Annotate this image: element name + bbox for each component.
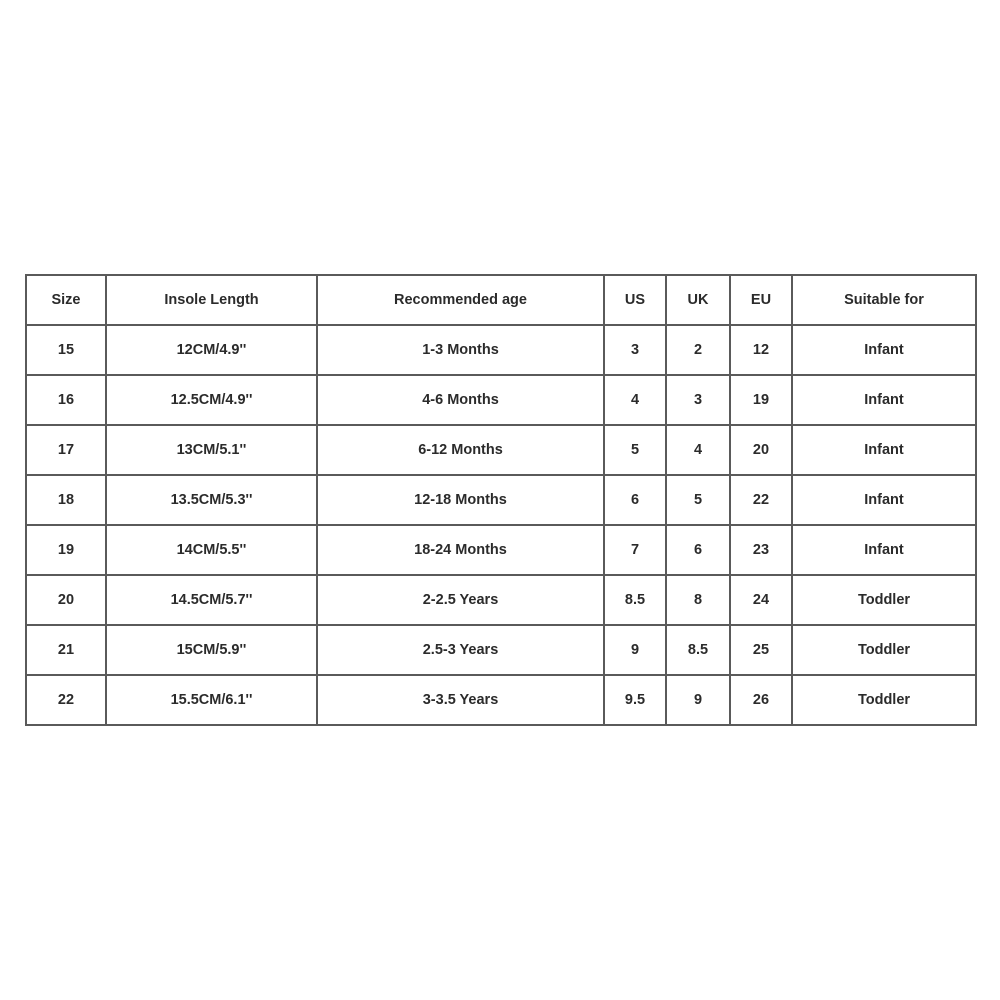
cell-size: 18 xyxy=(26,475,106,525)
cell-eu: 23 xyxy=(730,525,792,575)
cell-eu: 26 xyxy=(730,675,792,725)
cell-recommended-age: 4-6 Months xyxy=(317,375,604,425)
table-row xyxy=(26,625,976,675)
cell-uk: 6 xyxy=(666,525,730,575)
cell-uk: 3 xyxy=(666,375,730,425)
cell-size: 19 xyxy=(26,525,106,575)
cell-size: 15 xyxy=(26,325,106,375)
cell-insole-length: 15CM/5.9'' xyxy=(106,625,317,675)
cell-suitable-for: Infant xyxy=(792,525,976,575)
cell-eu: 20 xyxy=(730,425,792,475)
table-row xyxy=(26,675,976,725)
cell-eu: 24 xyxy=(730,575,792,625)
cell-uk: 4 xyxy=(666,425,730,475)
cell-uk: 5 xyxy=(666,475,730,525)
header-insole-length: Insole Length xyxy=(106,275,317,325)
table-row xyxy=(26,525,976,575)
cell-suitable-for: Toddler xyxy=(792,675,976,725)
cell-eu: 19 xyxy=(730,375,792,425)
cell-insole-length: 13CM/5.1'' xyxy=(106,425,317,475)
cell-insole-length: 12.5CM/4.9'' xyxy=(106,375,317,425)
cell-size: 22 xyxy=(26,675,106,725)
table-row xyxy=(26,375,976,425)
cell-us: 7 xyxy=(604,525,666,575)
table-row xyxy=(26,475,976,525)
cell-uk: 8.5 xyxy=(666,625,730,675)
cell-us: 8.5 xyxy=(604,575,666,625)
cell-recommended-age: 1-3 Months xyxy=(317,325,604,375)
cell-suitable-for: Infant xyxy=(792,425,976,475)
header-size: Size xyxy=(26,275,106,325)
cell-recommended-age: 6-12 Months xyxy=(317,425,604,475)
cell-recommended-age: 3-3.5 Years xyxy=(317,675,604,725)
cell-us: 9 xyxy=(604,625,666,675)
cell-eu: 25 xyxy=(730,625,792,675)
cell-suitable-for: Infant xyxy=(792,375,976,425)
header-uk: UK xyxy=(666,275,730,325)
cell-us: 4 xyxy=(604,375,666,425)
table-row xyxy=(26,425,976,475)
cell-insole-length: 14CM/5.5'' xyxy=(106,525,317,575)
cell-us: 3 xyxy=(604,325,666,375)
cell-suitable-for: Infant xyxy=(792,475,976,525)
cell-suitable-for: Infant xyxy=(792,325,976,375)
cell-insole-length: 14.5CM/5.7'' xyxy=(106,575,317,625)
cell-uk: 9 xyxy=(666,675,730,725)
cell-size: 21 xyxy=(26,625,106,675)
header-row xyxy=(26,275,976,325)
header-suitable-for: Suitable for xyxy=(792,275,976,325)
cell-us: 5 xyxy=(604,425,666,475)
cell-recommended-age: 2-2.5 Years xyxy=(317,575,604,625)
cell-recommended-age: 2.5-3 Years xyxy=(317,625,604,675)
table-row xyxy=(26,575,976,625)
cell-eu: 22 xyxy=(730,475,792,525)
size-chart-table xyxy=(25,274,977,726)
cell-size: 16 xyxy=(26,375,106,425)
cell-uk: 2 xyxy=(666,325,730,375)
header-recommended-age: Recommended age xyxy=(317,275,604,325)
cell-insole-length: 15.5CM/6.1'' xyxy=(106,675,317,725)
cell-size: 17 xyxy=(26,425,106,475)
header-eu: EU xyxy=(730,275,792,325)
cell-insole-length: 13.5CM/5.3'' xyxy=(106,475,317,525)
cell-size: 20 xyxy=(26,575,106,625)
cell-recommended-age: 12-18 Months xyxy=(317,475,604,525)
cell-us: 9.5 xyxy=(604,675,666,725)
cell-suitable-for: Toddler xyxy=(792,575,976,625)
cell-us: 6 xyxy=(604,475,666,525)
cell-eu: 12 xyxy=(730,325,792,375)
cell-recommended-age: 18-24 Months xyxy=(317,525,604,575)
header-us: US xyxy=(604,275,666,325)
table-row xyxy=(26,325,976,375)
cell-suitable-for: Toddler xyxy=(792,625,976,675)
cell-uk: 8 xyxy=(666,575,730,625)
cell-insole-length: 12CM/4.9'' xyxy=(106,325,317,375)
